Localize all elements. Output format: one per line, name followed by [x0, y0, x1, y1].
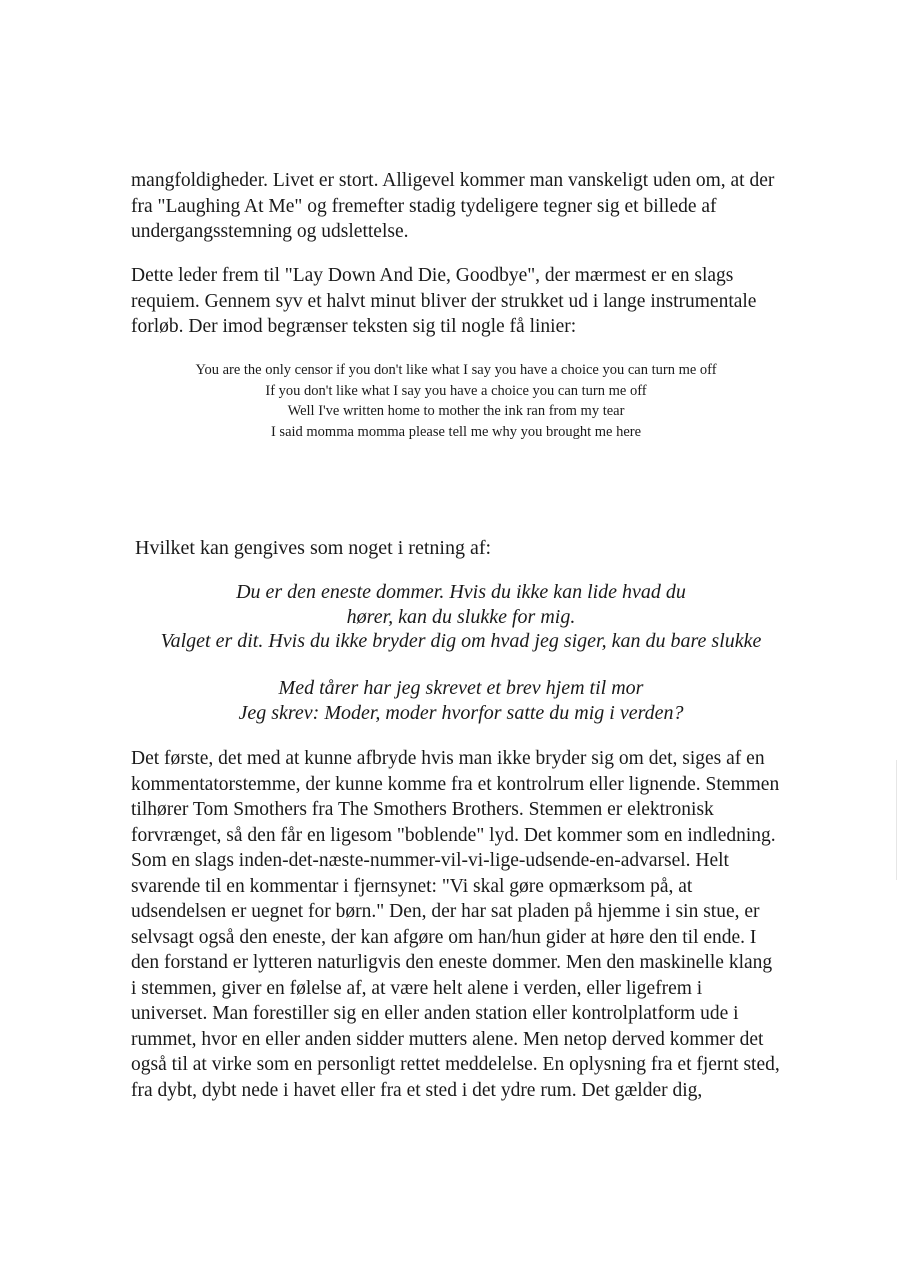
- lyrics-line: You are the only censor if you don't like what I say you have a choice you can turn me off: [195, 362, 717, 378]
- translation-lead-in: Hvilket kan gengives som noget i retning af:: [135, 537, 492, 559]
- translation-line: Du er den eneste dommer. Hvis du ikke kan lide hvad du hører, kan du slukke for mig.: [236, 581, 686, 628]
- lyrics-quote: [131, 360, 781, 442]
- paragraph-analysis: Det første, det med at kunne afbryde hvis man ikke bryder sig om det, siges af en kommentatorstemme, der kunne komme fra et kontrolrum eller lignende. Stemmen tilhører Tom Smothers fra The Smothers Brothers. Stemmen er elektronisk forvrænget, så den får en ligesom "boblende" lyd. Det kommer som en indledning. Som en slags inden-det-næste-nummer-vil-vi-lige-udsende-en-advarsel. Helt svarende til en kommentar i fjernsynet: "Vi skal gøre opmærksom på, at udsendelsen er uegnet for børn." Den, der har sat pladen på hjemme i sin stue, er selvsagt også den eneste, der kan afgøre om han/hun gider at høre den til ende. I den forstand er lytteren naturligvis den eneste dommer. Men den maskinelle klang i stemmen, giver en følelse af, at være helt alene i verden, eller ligefrem i universet. Man forestiller sig en eller anden station eller kontrolplatform ude i rummet, hvor en eller anden sidder mutters alene. Men netop derved kommer det også til at virke som en personligt rettet meddelelse. En oplysning fra et fjernt sted, fra dybt, dybt nede i havet eller fra et sted i det ydre rum. Det gælder dig,: [131, 748, 780, 1101]
- paragraph-intro: mangfoldigheder. Livet er stort. Alligevel kommer man vanskeligt uden om, at der fra "Laughing At Me" og fremefter stadig tydeligere tegner sig et billede af undergangsstemning og udslettelse.: [131, 170, 775, 242]
- lyrics-line: If you don't like what I say you have a choice you can turn me off: [265, 382, 647, 399]
- translation-block-2: [131, 676, 791, 725]
- lyrics-line: I said momma momma please tell me why you brought me here: [270, 423, 642, 440]
- scan-edge-mark: [896, 760, 897, 880]
- paragraph-lay-down-and-die: Dette leder frem til "Lay Down And Die, Goodbye", der mærmest er en slags requiem. Gennem syv et halvt minut bliver der strukket ud i lange instrumentale forløb. Der imod begrænser teksten sig til nogle få linier:: [131, 265, 757, 337]
- translation-line: Valget er dit. Hvis du ikke bryder dig om hvad jeg siger, kan du bare slukke: [160, 630, 762, 652]
- translation-line: Jeg skrev: Moder, moder hvorfor satte du mig i verden?: [238, 701, 684, 724]
- lyrics-line: Well I've written home to mother the ink ran from my tear: [287, 403, 625, 419]
- translation-line: Med tårer har jeg skrevet et brev hjem til mor: [278, 677, 644, 699]
- translation-block-1: [131, 580, 791, 654]
